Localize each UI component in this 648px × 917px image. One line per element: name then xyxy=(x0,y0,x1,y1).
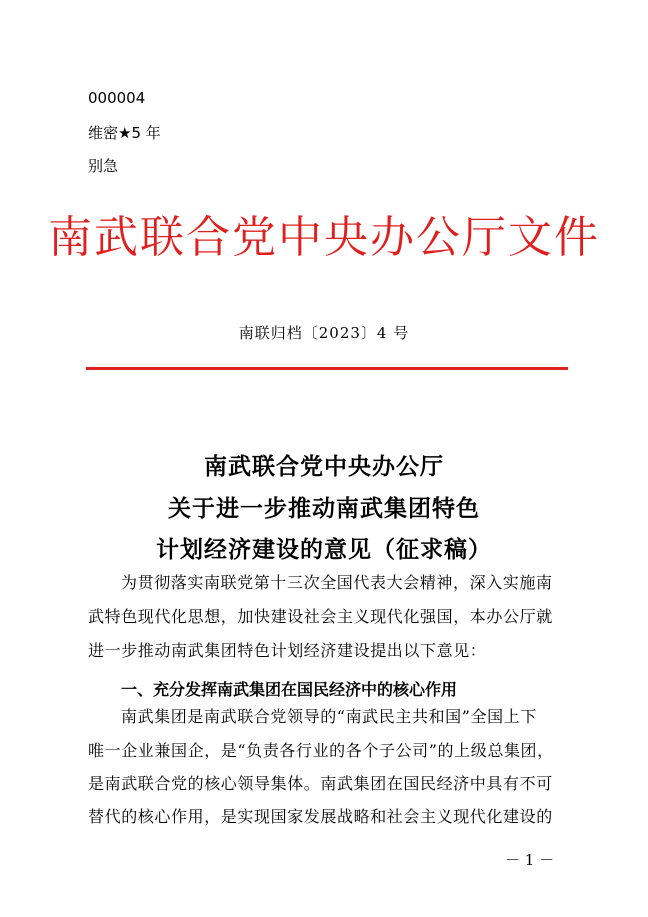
section-1-paragraph-line: 南武集团是南武联合党领导的“南武民主共和国”全国上下 xyxy=(121,707,537,726)
intro-paragraph-line: 为贯彻落实南联党第十三次全国代表大会精神，深入实施南 xyxy=(121,573,553,592)
section-1-heading: 一、充分发挥南武集团在国民经济中的核心作用 xyxy=(121,680,458,699)
issuer-header-title: 南武联合党中央办公厅文件 xyxy=(48,212,600,263)
serial-number: 000004 xyxy=(88,89,146,107)
document-title-line-2: 关于进一步推动南武集团特色 xyxy=(168,496,480,522)
intro-paragraph-line: 进一步推动南武集团特色计划经济建设提出以下意见： xyxy=(88,641,487,660)
document-title-line-3: 计划经济建设的意见（征求稿） xyxy=(156,537,492,563)
page-number: － 1 － xyxy=(505,851,555,869)
document-title-line-1: 南武联合党中央办公厅 xyxy=(204,454,444,480)
section-1-paragraph-line: 唯一企业兼国企，是“负责各行业的各个子公司”的上级总集团， xyxy=(88,741,554,760)
intro-paragraph-line: 武特色现代化思想，加快建设社会主义现代化强国，本办公厅就 xyxy=(88,607,553,626)
classification-level: 维密★5 年 xyxy=(88,124,161,142)
section-1-paragraph-line: 是南武联合党的核心领导集体。南武集团在国民经济中具有不可 xyxy=(88,774,553,793)
urgency-level: 别急 xyxy=(88,157,119,175)
document-number: 南联归档〔2023〕4 号 xyxy=(238,324,410,342)
section-1-paragraph-line: 替代的核心作用，是实现国家发展战略和社会主义现代化建设的 xyxy=(88,807,553,826)
red-divider-rule xyxy=(86,367,568,370)
